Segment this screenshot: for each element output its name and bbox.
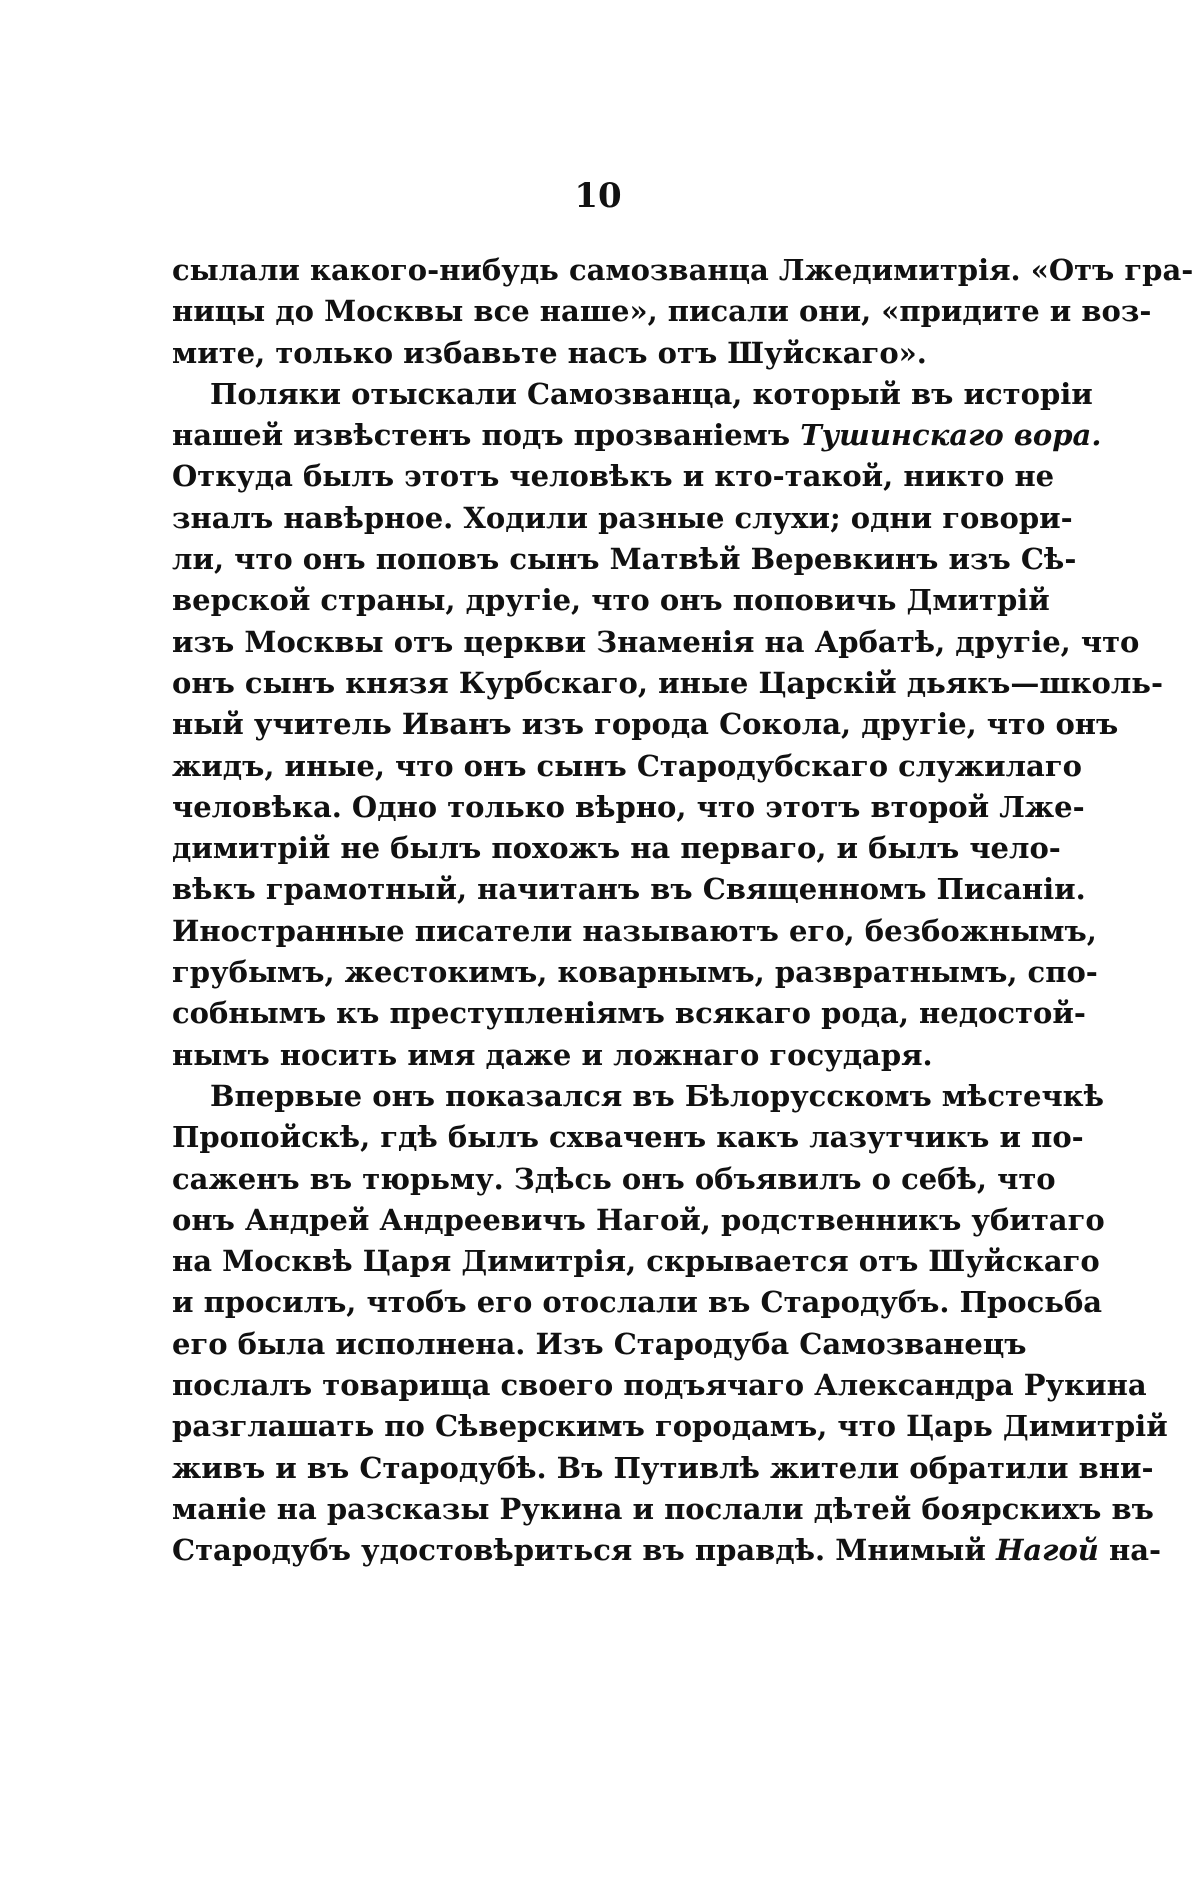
text-line: зналъ навѣрное. Ходили разные слухи; одни говори- xyxy=(172,500,1073,535)
text-line: вѣкъ грамотный, начитанъ въ Священномъ Писаніи. xyxy=(172,872,1086,907)
text-line: нымъ носить имя даже и ложнаго государя. xyxy=(172,1037,933,1072)
text-line: и просилъ, чтобъ его отослали въ Стародубъ. Просьба xyxy=(172,1285,1103,1320)
text-run: нашей извѣстенъ подъ прозваніемъ xyxy=(172,418,801,453)
text-line: димитрій не былъ похожъ на перваго, и былъ чело- xyxy=(172,831,1061,866)
text-line: послалъ товарища своего подъячаго Александра Рукина xyxy=(172,1368,1147,1403)
text-line: ницы до Москвы все наше», писали они, «придите и воз- xyxy=(172,294,1152,329)
text-line: разглашать по Сѣверскимъ городамъ, что Царь Димитрій xyxy=(172,1409,1168,1444)
text-line: ный учитель Иванъ изъ города Сокола, другіе, что онъ xyxy=(172,707,1119,742)
text-line xyxy=(172,415,1102,456)
text-run: на- xyxy=(1098,1533,1162,1568)
text-line: онъ сынъ князя Курбскаго, иные Царскій дьякъ—школь- xyxy=(172,665,1163,700)
text-line: Откуда былъ этотъ человѣкъ и кто-такой, никто не xyxy=(172,459,1055,494)
text-line: Пропойскѣ, гдѣ былъ схваченъ какъ лазутчикъ и по- xyxy=(172,1120,1084,1155)
text-line: изъ Москвы отъ церкви Знаменія на Арбатѣ, другіе, что xyxy=(172,624,1140,659)
italic-term: Тушинскаго вора. xyxy=(800,418,1102,453)
text-line: живъ и въ Стародубѣ. Въ Путивлѣ жители обратили вни- xyxy=(172,1450,1154,1485)
text-line: Впервые онъ показался въ Бѣлорусскомъ мѣстечкѣ xyxy=(210,1078,1105,1113)
text-line: жидъ, иные, что онъ сынъ Стародубскаго служилаго xyxy=(172,748,1082,783)
body-text xyxy=(172,250,1193,1572)
text-line: Поляки отыскали Самозванца, который въ исторіи xyxy=(210,376,1093,411)
text-line: онъ Андрей Андреевичъ Нагой, родственникъ убитаго xyxy=(172,1202,1105,1237)
text-line: его была исполнена. Изъ Стародуба Самозванецъ xyxy=(172,1326,1027,1361)
text-line: ли, что онъ поповъ сынъ Матвѣй Веревкинъ изъ Сѣ- xyxy=(172,542,1077,577)
text-line: сылали какого-нибудь самозванца Лжедимитрія. «Отъ гра- xyxy=(172,253,1193,287)
text-line: саженъ въ тюрьму. Здѣсь онъ объявилъ о себѣ, что xyxy=(172,1161,1056,1196)
text-line: маніе на разсказы Рукина и послали дѣтей боярскихъ въ xyxy=(172,1491,1154,1526)
text-line: мите, только избавьте насъ отъ Шуйскаго». xyxy=(172,335,927,370)
text-run: Стародубъ удостовѣриться въ правдѣ. Мнимый xyxy=(172,1533,996,1568)
page-number: 10 xyxy=(574,176,622,216)
italic-term: Нагой xyxy=(995,1533,1099,1568)
text-line: Иностранные писатели называютъ его, безбожнымъ, xyxy=(172,913,1097,948)
text-line: грубымъ, жестокимъ, коварнымъ, развратнымъ, спо- xyxy=(172,955,1098,990)
text-line: верской страны, другіе, что онъ поповичь Дмитрій xyxy=(172,583,1050,618)
text-line xyxy=(172,1530,1162,1571)
text-line: на Москвѣ Царя Димитрія, скрывается отъ Шуйскаго xyxy=(172,1244,1100,1279)
text-line: собнымъ къ преступленіямъ всякаго рода, недостой- xyxy=(172,996,1086,1031)
text-line: человѣка. Одно только вѣрно, что этотъ второй Лже- xyxy=(172,789,1085,824)
